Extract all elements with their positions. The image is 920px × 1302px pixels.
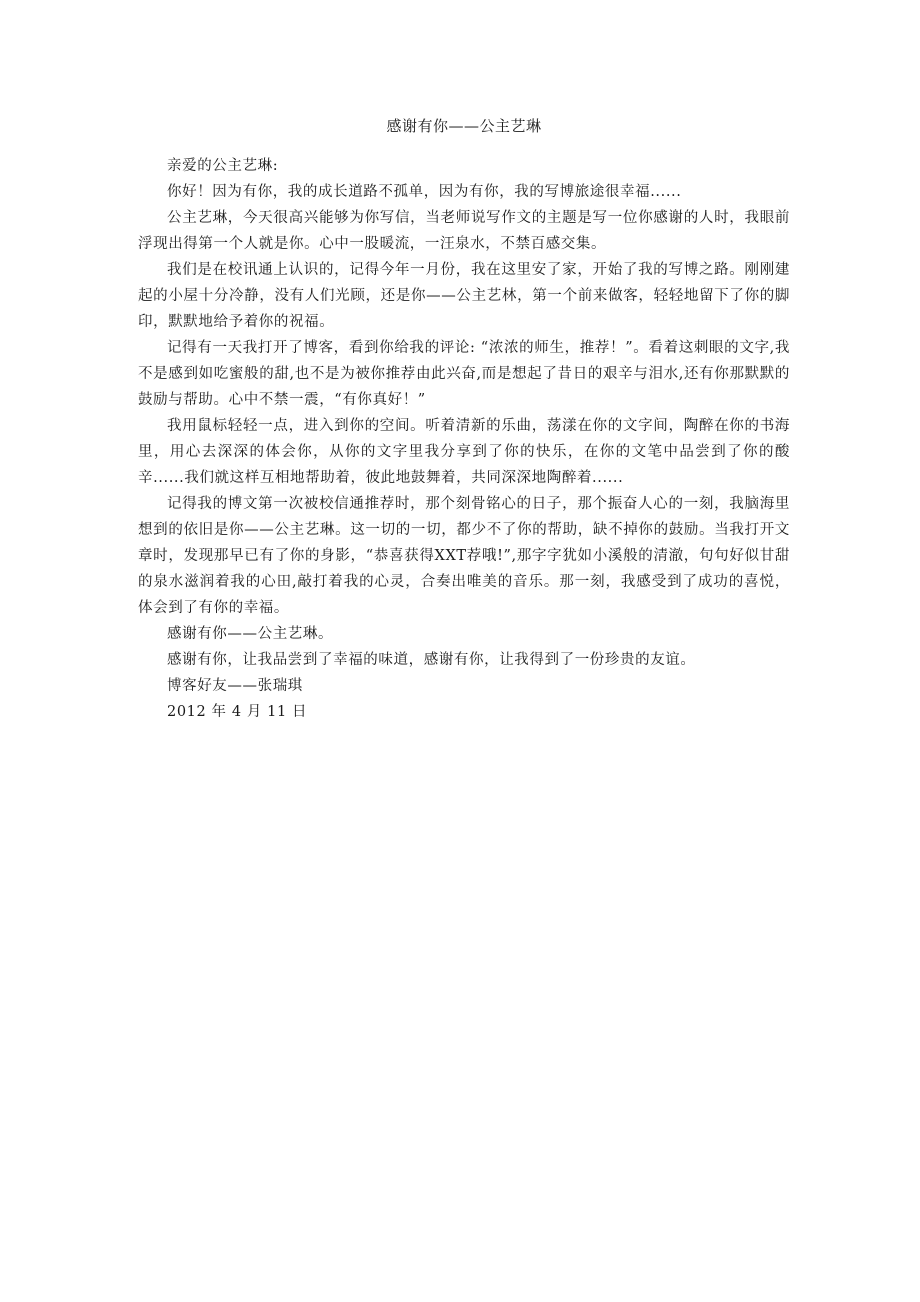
paragraph-thanks: 感谢有你——公主艺琳。 [167,626,334,642]
paragraph-recommendation: 记得我的博文第一次被校信通推荐时，那个刻骨铭心的日子，那个振奋人心的一刻，我脑海里想到的依旧是你——公主艺琳。这一切的一切，都少不了你的帮助，缺不掉你的鼓励。当我打开文章时，发现那早已有了你的身影，“恭喜获得XXT荐哦!”,那字字犹如小溪般的清澈，句句好似甘甜的泉水滋润着我的心田,敲打着我的心灵，合奏出唯美的音乐。那一刻，我感受到了成功的喜悦，体会到了有你的幸福。 [138,496,790,616]
paragraph-first-meeting: 我们是在校讯通上认识的，记得今年一月份，我在这里安了家，开始了我的写博之路。刚刚建起的小屋十分冷静，没有人们光顾，还是你——公主艺林，第一个前来做客，轻轻地留下了你的脚印，默默地给予着你的祝福。 [138,262,790,330]
paragraph-space-visit: 我用鼠标轻轻一点，进入到你的空间。听着清新的乐曲，荡漾在你的文字间，陶醉在你的书海里，用心去深深的体会你，从你的文字里我分享到了你的快乐，在你的文笔中品尝到了你的酸辛......我们就这样互相地帮助着，彼此地鼓舞着，共同深深地陶醉着...... [138,418,790,486]
paragraph-greeting: 你好！因为有你，我的成长道路不孤单，因为有你，我的写博旅途很幸福...... [167,184,682,200]
letter-body [138,113,790,725]
date: 2012 年 4 月 11 日 [167,704,308,720]
paragraph-intro: 公主艺琳，今天很高兴能够为你写信，当老师说写作文的主题是写一位你感谢的人时，我眼前浮现出得第一个人就是你。心中一股暖流，一汪泉水，不禁百感交集。 [138,210,790,252]
page-title: 感谢有你——公主艺琳 [386,117,542,135]
paragraph-closing: 感谢有你，让我品尝到了幸福的味道，感谢有你，让我得到了一份珍贵的友谊。 [167,652,696,668]
salutation: 亲爱的公主艺琳: [167,158,279,174]
paragraph-comment: 记得有一天我打开了博客，看到你给我的评论: “浓浓的师生，推荐！”。看着这刺眼的文字,我不是感到如吃蜜般的甜,也不是为被你推荐由此兴奋,而是想起了昔日的艰辛与泪水,还有你那默默的鼓励与帮助。心中不禁一震，“有你真好！” [138,340,790,408]
signature: 博客好友——张瑞琪 [167,678,303,694]
